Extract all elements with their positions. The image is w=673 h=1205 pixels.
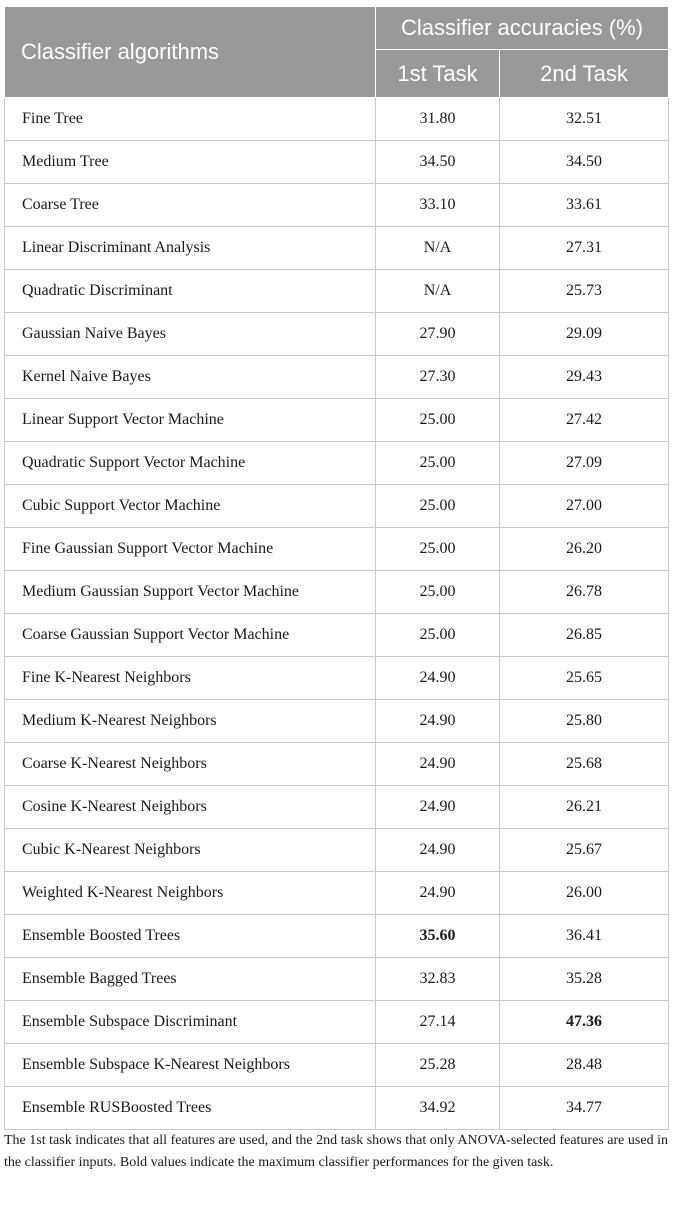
classifier-name-cell: Coarse Tree [5, 184, 376, 227]
classifier-name-cell: Kernel Naive Bayes [5, 356, 376, 399]
task2-accuracy-cell: 27.31 [500, 227, 669, 270]
classifier-accuracy-table [4, 6, 669, 1130]
task2-accuracy-cell: 47.36 [500, 1001, 669, 1044]
task1-accuracy-cell: 25.28 [376, 1044, 500, 1087]
task1-accuracy-cell: 25.00 [376, 528, 500, 571]
task1-accuracy-cell: 24.90 [376, 743, 500, 786]
task1-accuracy-cell: 25.00 [376, 442, 500, 485]
classifier-name-cell: Ensemble Bagged Trees [5, 958, 376, 1001]
table-footnote: The 1st task indicates that all features are used, and the 2nd task shows that only ANOVA-selected features are used in the classifier inputs. Bold values indicate the maximum classifier performances for the given task. [4, 1133, 668, 1170]
table-row [5, 227, 669, 270]
classifier-name-cell: Weighted K-Nearest Neighbors [5, 872, 376, 915]
task2-accuracy-cell: 32.51 [500, 98, 669, 141]
task2-accuracy-cell: 26.20 [500, 528, 669, 571]
task2-accuracy-cell: 35.28 [500, 958, 669, 1001]
classifier-name-cell: Linear Support Vector Machine [5, 399, 376, 442]
header-row-top [5, 7, 669, 50]
task1-accuracy-cell: 24.90 [376, 872, 500, 915]
header-classifier-accuracies: Classifier accuracies (%) [376, 7, 669, 50]
task2-accuracy-cell: 28.48 [500, 1044, 669, 1087]
task1-accuracy-cell: 27.14 [376, 1001, 500, 1044]
task2-accuracy-cell: 25.80 [500, 700, 669, 743]
table-body [5, 98, 669, 1130]
classifier-name-cell: Coarse K-Nearest Neighbors [5, 743, 376, 786]
task1-accuracy-cell: 25.00 [376, 614, 500, 657]
task1-accuracy-cell: 31.80 [376, 98, 500, 141]
task1-accuracy-cell: 25.00 [376, 399, 500, 442]
task2-accuracy-cell: 29.43 [500, 356, 669, 399]
classifier-name-cell: Ensemble Boosted Trees [5, 915, 376, 958]
task1-accuracy-cell: 27.30 [376, 356, 500, 399]
table-row [5, 1001, 669, 1044]
task1-accuracy-cell: 25.00 [376, 485, 500, 528]
classifier-name-cell: Fine Tree [5, 98, 376, 141]
table-row [5, 743, 669, 786]
task1-accuracy-cell: 33.10 [376, 184, 500, 227]
classifier-name-cell: Cosine K-Nearest Neighbors [5, 786, 376, 829]
classifier-name-cell: Ensemble Subspace K-Nearest Neighbors [5, 1044, 376, 1087]
classifier-name-cell: Medium Gaussian Support Vector Machine [5, 571, 376, 614]
task2-accuracy-cell: 26.85 [500, 614, 669, 657]
table-row [5, 356, 669, 399]
task2-accuracy-cell: 27.00 [500, 485, 669, 528]
classifier-name-cell: Linear Discriminant Analysis [5, 227, 376, 270]
task1-accuracy-cell: 24.90 [376, 700, 500, 743]
table-header [5, 7, 669, 98]
task2-accuracy-cell: 25.65 [500, 657, 669, 700]
header-task-2: 2nd Task [500, 50, 669, 98]
task2-accuracy-cell: 29.09 [500, 313, 669, 356]
table-row [5, 700, 669, 743]
classifier-name-cell: Cubic Support Vector Machine [5, 485, 376, 528]
table-row [5, 313, 669, 356]
task1-accuracy-cell: 24.90 [376, 657, 500, 700]
task2-accuracy-cell: 27.42 [500, 399, 669, 442]
header-task-1: 1st Task [376, 50, 500, 98]
classifier-name-cell: Quadratic Discriminant [5, 270, 376, 313]
task2-accuracy-cell: 25.73 [500, 270, 669, 313]
table-row [5, 614, 669, 657]
table-row [5, 786, 669, 829]
table-row [5, 915, 669, 958]
table-row [5, 657, 669, 700]
table-row [5, 829, 669, 872]
table-row [5, 98, 669, 141]
task2-accuracy-cell: 26.78 [500, 571, 669, 614]
classifier-name-cell: Gaussian Naive Bayes [5, 313, 376, 356]
task1-accuracy-cell: 35.60 [376, 915, 500, 958]
classifier-name-cell: Fine K-Nearest Neighbors [5, 657, 376, 700]
table-row [5, 958, 669, 1001]
header-classifier-algorithms: Classifier algorithms [5, 7, 376, 98]
classifier-table-container [4, 6, 668, 1130]
task2-accuracy-cell: 34.50 [500, 141, 669, 184]
task2-accuracy-cell: 26.00 [500, 872, 669, 915]
task2-accuracy-cell: 33.61 [500, 184, 669, 227]
task1-accuracy-cell: 27.90 [376, 313, 500, 356]
table-row [5, 184, 669, 227]
classifier-name-cell: Medium Tree [5, 141, 376, 184]
classifier-name-cell: Ensemble Subspace Discriminant [5, 1001, 376, 1044]
task1-accuracy-cell: 34.92 [376, 1087, 500, 1130]
task1-accuracy-cell: 34.50 [376, 141, 500, 184]
table-row [5, 141, 669, 184]
task2-accuracy-cell: 25.68 [500, 743, 669, 786]
task1-accuracy-cell: 25.00 [376, 571, 500, 614]
classifier-name-cell: Fine Gaussian Support Vector Machine [5, 528, 376, 571]
task2-accuracy-cell: 34.77 [500, 1087, 669, 1130]
table-row [5, 571, 669, 614]
table-row [5, 399, 669, 442]
task1-accuracy-cell: N/A [376, 227, 500, 270]
task2-accuracy-cell: 36.41 [500, 915, 669, 958]
table-row [5, 270, 669, 313]
table-row [5, 872, 669, 915]
task2-accuracy-cell: 27.09 [500, 442, 669, 485]
task2-accuracy-cell: 26.21 [500, 786, 669, 829]
classifier-name-cell: Ensemble RUSBoosted Trees [5, 1087, 376, 1130]
classifier-name-cell: Medium K-Nearest Neighbors [5, 700, 376, 743]
table-row [5, 485, 669, 528]
classifier-name-cell: Coarse Gaussian Support Vector Machine [5, 614, 376, 657]
table-row [5, 528, 669, 571]
task1-accuracy-cell: 32.83 [376, 958, 500, 1001]
classifier-name-cell: Quadratic Support Vector Machine [5, 442, 376, 485]
table-row [5, 442, 669, 485]
task1-accuracy-cell: 24.90 [376, 829, 500, 872]
classifier-name-cell: Cubic K-Nearest Neighbors [5, 829, 376, 872]
task1-accuracy-cell: N/A [376, 270, 500, 313]
task1-accuracy-cell: 24.90 [376, 786, 500, 829]
table-row [5, 1087, 669, 1130]
task2-accuracy-cell: 25.67 [500, 829, 669, 872]
table-row [5, 1044, 669, 1087]
